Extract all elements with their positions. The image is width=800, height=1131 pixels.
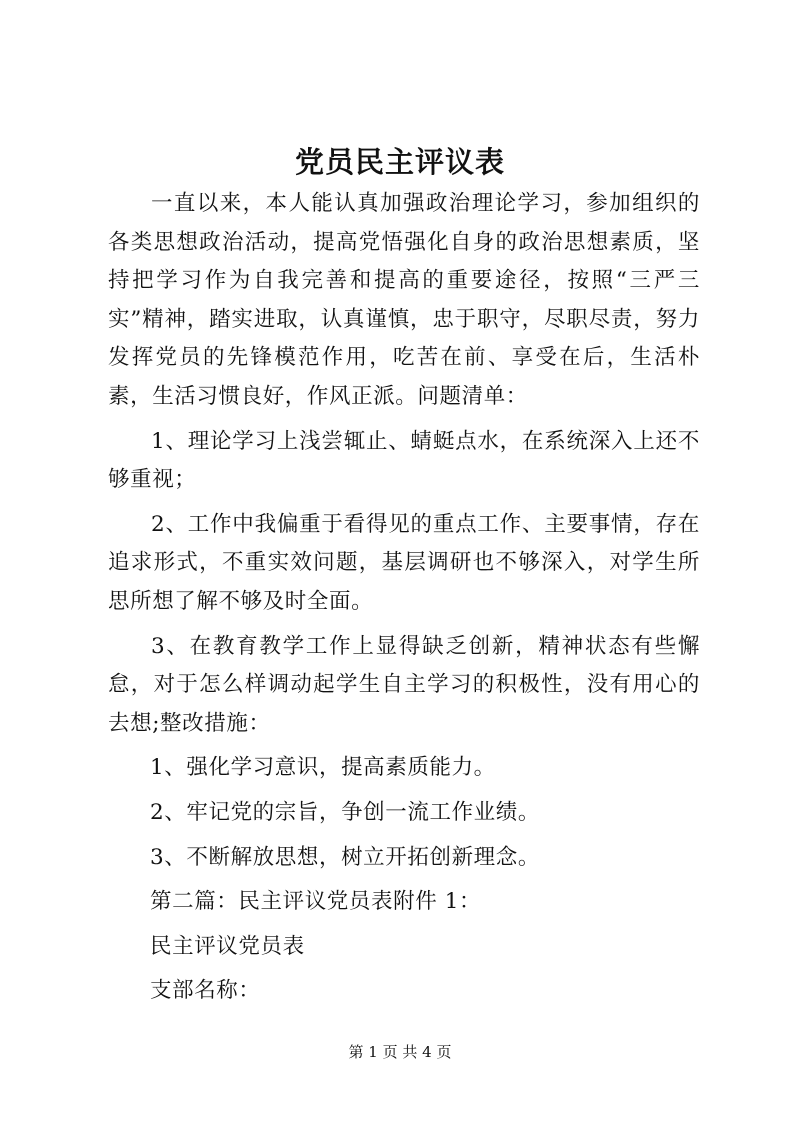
paragraph-issue-1: 1、理论学习上浅尝辄止、蜻蜓点水，在系统深入上还不够重视； — [108, 428, 700, 493]
paragraph-branch-name: 支部名称： — [150, 978, 261, 1004]
paragraph-issue-2: 2、工作中我偏重于看得见的重点工作、主要事情，存在追求形式，不重实效问题，基层调研也不够深入，对学生所思所想了解不够及时全面。 — [108, 511, 700, 614]
document-body — [108, 185, 700, 1011]
page-indicator: 第 1 页 共 4 页 — [348, 1043, 452, 1061]
paragraph-measure-3: 3、不断解放思想，树立开拓创新理念。 — [150, 844, 540, 870]
paragraph-measure-2: 2、牢记党的宗旨，争创一流工作业绩。 — [150, 799, 540, 825]
paragraph-section-2-heading: 第二篇：民主评议党员表附件 1： — [150, 889, 482, 915]
paragraph-issue-3: 3、在教育教学工作上显得缺乏创新，精神状态有些懈怠，对于怎么样调动起学生自主学习的积极性，没有用心的去想;整改措施： — [108, 633, 700, 736]
paragraph-intro: 一直以来，本人能认真加强政治理论学习，参加组织的各类思想政治活动，提高党悟强化自身的政治思想素质，坚持把学习作为自我完善和提高的重要途径，按照“三严三实”精神，踏实进取，认真谨慎，忠于职守，尽职尽责，努力发挥党员的先锋模范作用，吃苦在前、享受在后，生活朴素，生活习惯良好，作风正派。问题清单： — [108, 191, 700, 409]
paragraph-form-title: 民主评议党员表 — [150, 933, 305, 959]
page-title: 党员民主评议表 — [294, 145, 505, 179]
paragraph-measure-1: 1、强化学习意识，提高素质能力。 — [150, 755, 496, 781]
